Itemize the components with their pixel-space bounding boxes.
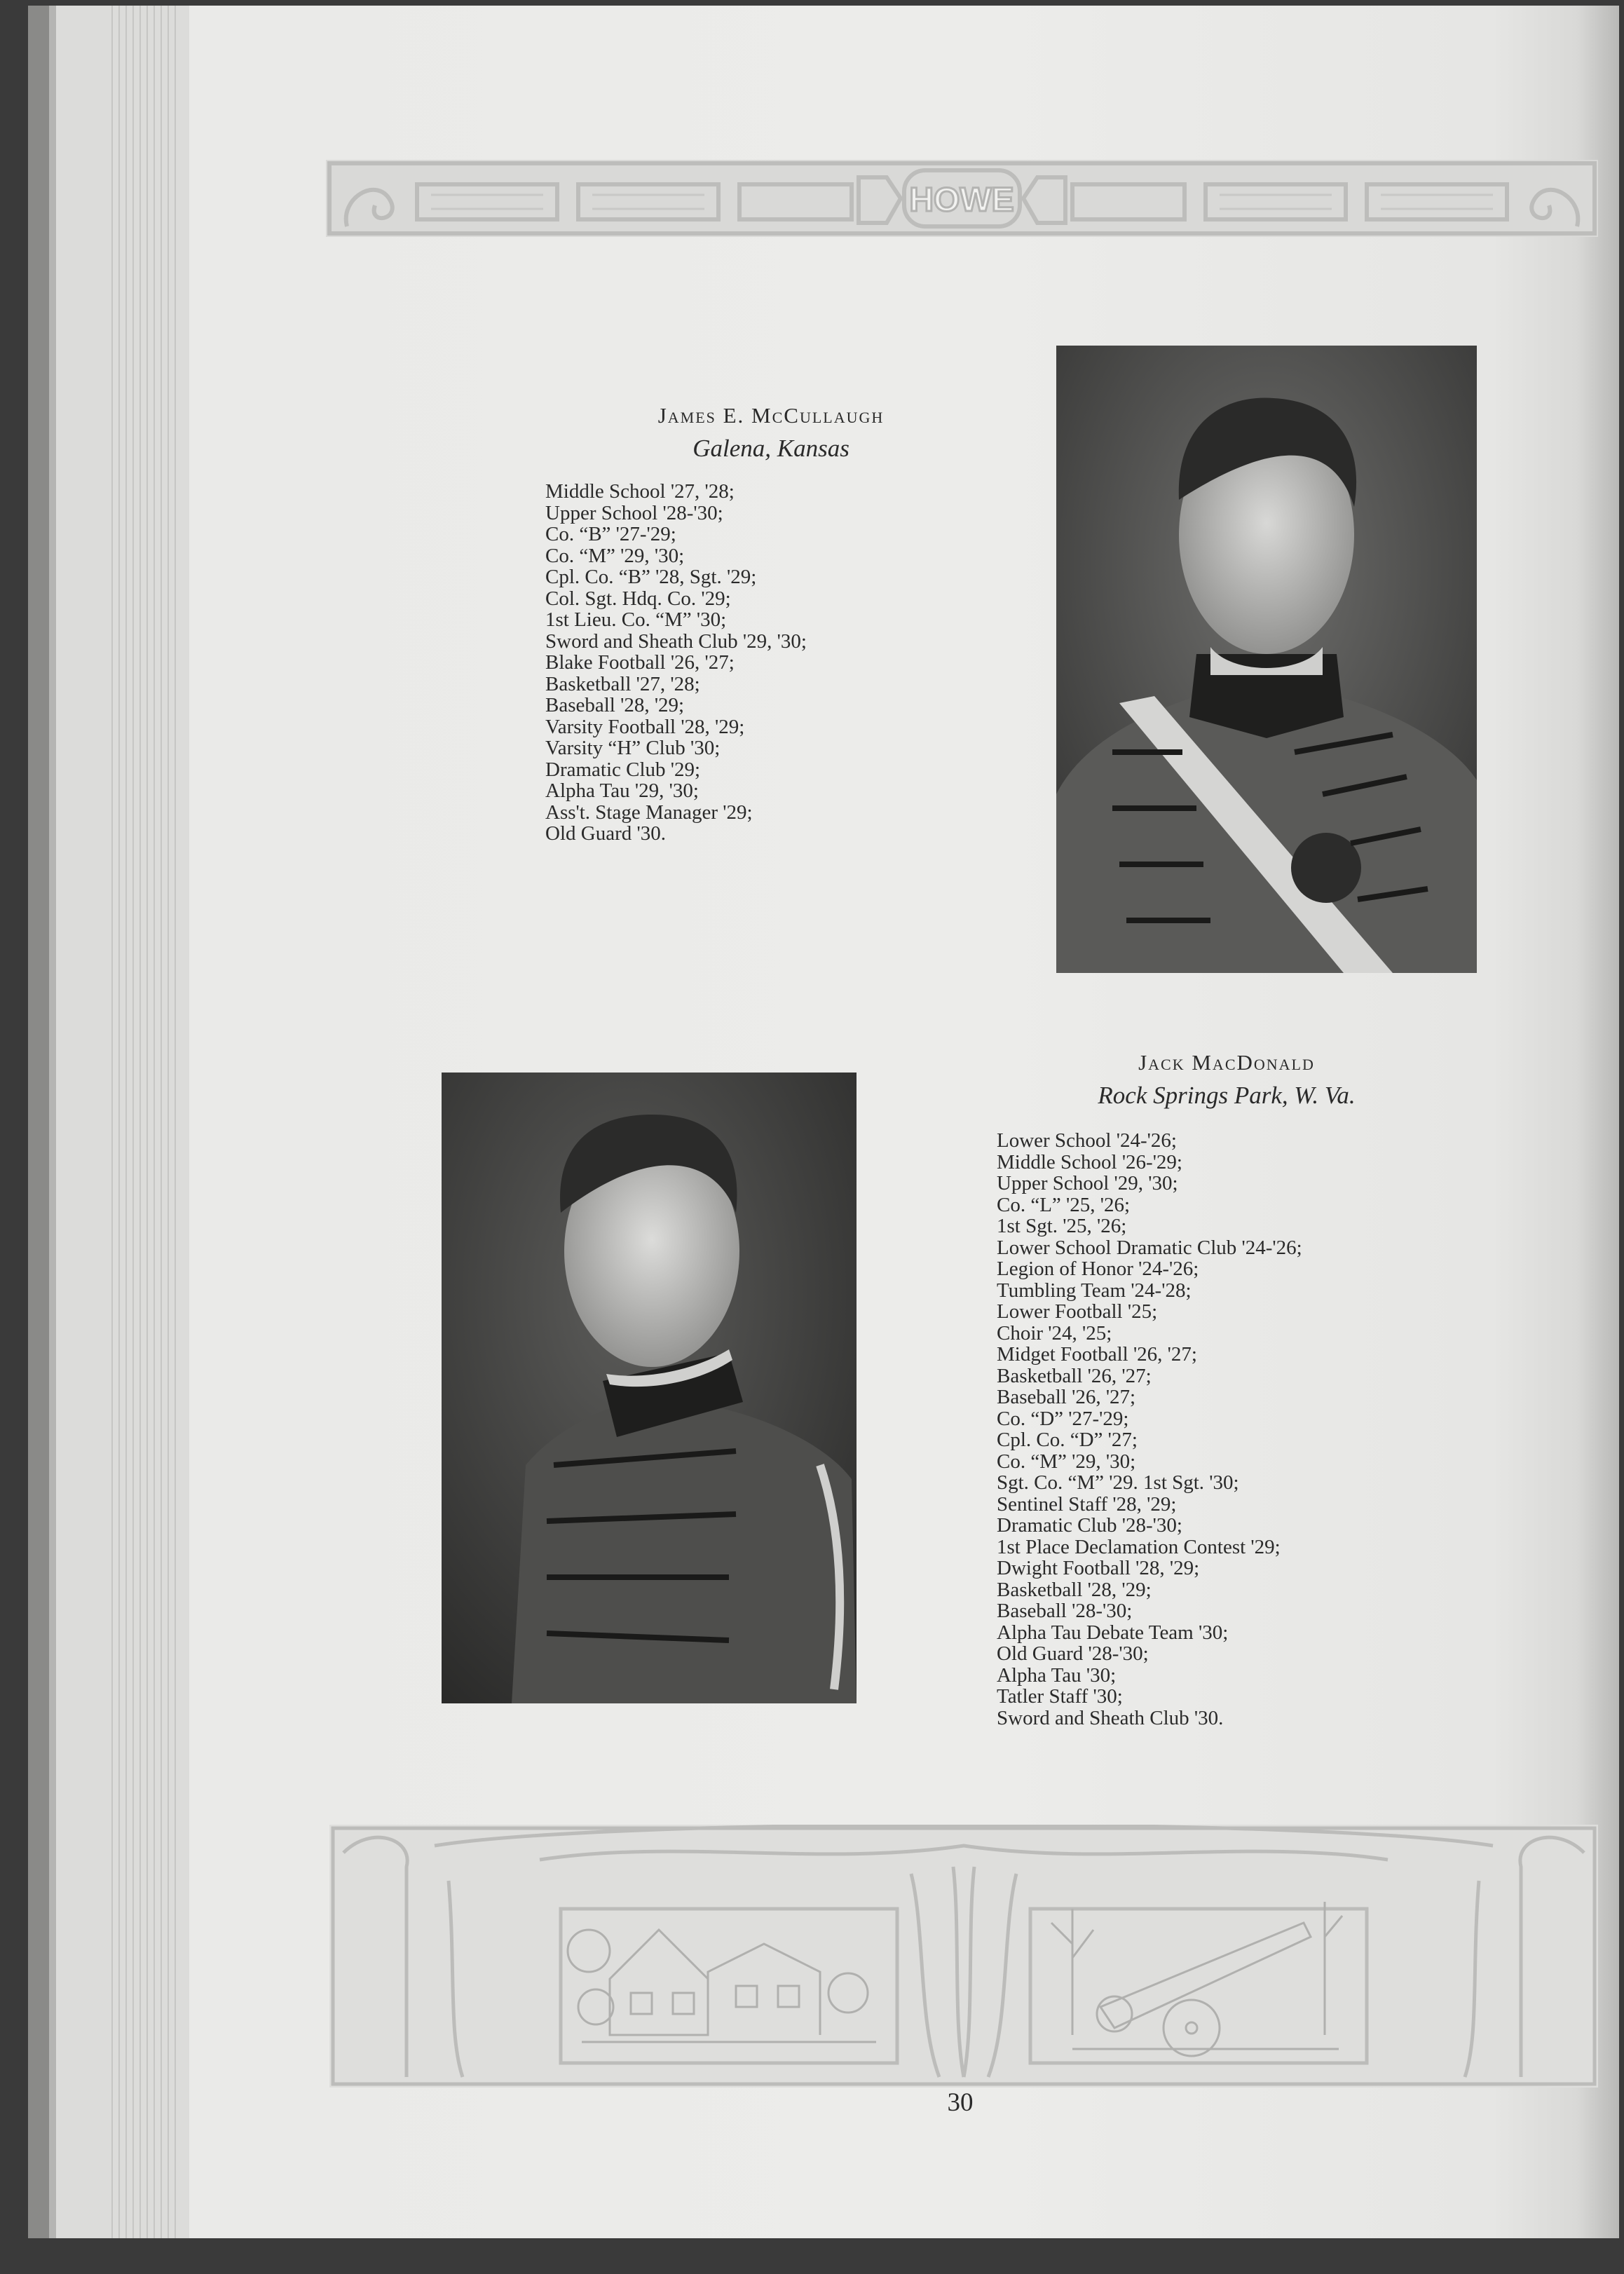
activity-item: Lower School Dramatic Club '24-'26; [997, 1236, 1302, 1259]
student-hometown: Galena, Kansas [692, 435, 849, 462]
activity-item: Tatler Staff '30; [997, 1685, 1123, 1708]
activity-item: Ass't. Stage Manager '29; [545, 801, 753, 824]
activity-item: Col. Sgt. Hdq. Co. '29; [545, 587, 731, 610]
activity-item: Upper School '29, '30; [997, 1172, 1178, 1194]
activity-item: Tumbling Team '24-'28; [997, 1279, 1192, 1302]
yearbook-page [28, 6, 1619, 2238]
activity-item: Co. “D” '27-'29; [997, 1407, 1129, 1430]
activity-item: Alpha Tau '30; [997, 1663, 1117, 1687]
activity-item: Cpl. Co. “D” '27; [997, 1429, 1138, 1451]
binding-edge [28, 6, 189, 2238]
activity-item: Basketball '28, '29; [997, 1578, 1152, 1601]
activity-item: 1st Sgt. '25, '26; [997, 1215, 1127, 1237]
activities-list [997, 1130, 1302, 1729]
activity-item: Co. “M” '29, '30; [997, 1450, 1136, 1473]
activities-list [545, 481, 807, 845]
activity-item: Sentinel Staff '28, '29; [997, 1492, 1177, 1516]
student-name: James E. McCullaugh [657, 403, 885, 428]
activity-item: Cpl. Co. “B” '28, Sgt. '29; [545, 566, 757, 588]
activity-item: Blake Football '26, '27; [545, 651, 735, 674]
activity-item: 1st Place Declamation Contest '29; [997, 1535, 1281, 1558]
student-hometown: Rock Springs Park, W. Va. [1098, 1082, 1356, 1109]
activity-item: Lower Football '25; [997, 1300, 1158, 1323]
activity-item: Co. “L” '25, '26; [997, 1193, 1131, 1216]
activity-item: Co. “M” '29, '30; [545, 544, 685, 567]
activity-item: Basketball '26, '27; [997, 1364, 1152, 1387]
activity-item: Lower School '24-'26; [997, 1129, 1177, 1152]
activity-item: Alpha Tau Debate Team '30; [997, 1621, 1229, 1644]
activity-item: Sword and Sheath Club '29, '30; [545, 629, 807, 653]
activity-item: Midget Football '26, '27; [997, 1343, 1197, 1366]
activity-item: Alpha Tau '29, '30; [545, 779, 699, 802]
student-name: Jack MacDonald [1138, 1050, 1315, 1075]
activity-item: Old Guard '28-'30; [997, 1642, 1149, 1665]
activity-item: Sgt. Co. “M” '29. 1st Sgt. '30; [997, 1471, 1239, 1494]
activity-item: Dramatic Club '28-'30; [997, 1514, 1182, 1537]
activity-item: Sword and Sheath Club '30. [997, 1706, 1224, 1729]
activity-item: Middle School '26-'29; [997, 1150, 1182, 1173]
student-portrait-photo [442, 1073, 857, 1703]
activity-item: Baseball '28-'30; [997, 1600, 1133, 1622]
footer-ornamental-banner [329, 1825, 1598, 2088]
activity-item: Dwight Football '28, '29; [997, 1557, 1200, 1579]
activity-item: Old Guard '30. [545, 822, 666, 845]
activity-item: Baseball '26, '27; [997, 1386, 1136, 1408]
activity-item: 1st Lieu. Co. “M” '30; [545, 608, 727, 631]
student-portrait-photo [1056, 346, 1477, 973]
activity-item: Varsity “H” Club '30; [545, 737, 721, 759]
header-banner [326, 156, 1598, 240]
page-number: 30 [947, 2088, 974, 2117]
activity-item: Dramatic Club '29; [545, 758, 701, 781]
activity-item: Baseball '28, '29; [545, 694, 685, 716]
activity-item: Legion of Honor '24-'26; [997, 1258, 1199, 1280]
activity-item: Varsity Football '28, '29; [545, 715, 745, 738]
header-banner-text: HOWE [909, 182, 1014, 219]
activity-item: Co. “B” '27-'29; [545, 523, 676, 545]
activity-item: Basketball '27, '28; [545, 672, 700, 695]
activity-item: Choir '24, '25; [997, 1321, 1112, 1344]
activity-item: Upper School '28-'30; [545, 501, 723, 524]
activity-item: Middle School '27, '28; [545, 480, 735, 503]
